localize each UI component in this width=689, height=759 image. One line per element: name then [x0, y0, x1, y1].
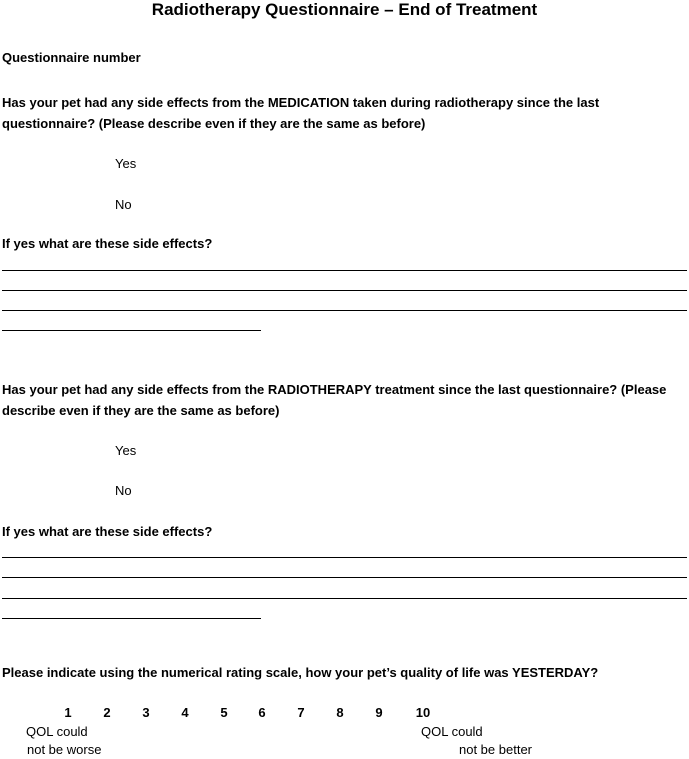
rating-high-label-line2: not be better: [459, 742, 532, 757]
rating-high-label-line1: QOL could: [421, 724, 483, 739]
rating-option-5[interactable]: 5: [220, 705, 228, 720]
radiotherapy-answer-line-4[interactable]: [2, 618, 261, 619]
medication-answer-line-2[interactable]: [2, 290, 687, 291]
rating-option-6[interactable]: 6: [258, 705, 266, 720]
question-radiotherapy-no-option[interactable]: No: [115, 483, 132, 498]
rating-option-4[interactable]: 4: [181, 705, 189, 720]
medication-answer-line-4[interactable]: [2, 330, 261, 331]
rating-option-9[interactable]: 9: [375, 705, 383, 720]
question-medication-followup: If yes what are these side effects?: [2, 236, 213, 251]
medication-answer-line-1[interactable]: [2, 270, 687, 271]
medication-answer-line-3[interactable]: [2, 310, 687, 311]
question-medication-yes-option[interactable]: Yes: [115, 156, 137, 171]
rating-low-label-line1: QOL could: [26, 724, 88, 739]
question-radiotherapy-followup: If yes what are these side effects?: [2, 524, 213, 539]
question-medication: Has your pet had any side effects from the MEDICATION taken during radiotherapy since the last questionnaire? (Please describe even if they are the same as before): [2, 95, 600, 131]
question-medication-no-option[interactable]: No: [115, 197, 132, 212]
rating-option-10[interactable]: 10: [415, 705, 431, 720]
question-radiotherapy: Has your pet had any side effects from the RADIOTHERAPY treatment since the last questionnaire? (Please describe even if they are the same as before): [2, 382, 667, 418]
page-title: Radiotherapy Questionnaire – End of Treatment: [151, 0, 538, 19]
question-radiotherapy-yes-option[interactable]: Yes: [115, 443, 137, 458]
questionnaire-number-label: Questionnaire number: [2, 50, 141, 65]
rating-option-2[interactable]: 2: [103, 705, 111, 720]
rating-prompt: Please indicate using the numerical rating scale, how your pet’s quality of life was YESTERDAY?: [2, 665, 599, 680]
rating-option-8[interactable]: 8: [336, 705, 344, 720]
rating-option-1[interactable]: 1: [64, 705, 72, 720]
rating-option-7[interactable]: 7: [297, 705, 305, 720]
rating-option-3[interactable]: 3: [142, 705, 150, 720]
radiotherapy-answer-line-1[interactable]: [2, 557, 687, 558]
radiotherapy-answer-line-2[interactable]: [2, 577, 687, 578]
rating-low-label-line2: not be worse: [27, 742, 102, 757]
radiotherapy-answer-line-3[interactable]: [2, 598, 687, 599]
